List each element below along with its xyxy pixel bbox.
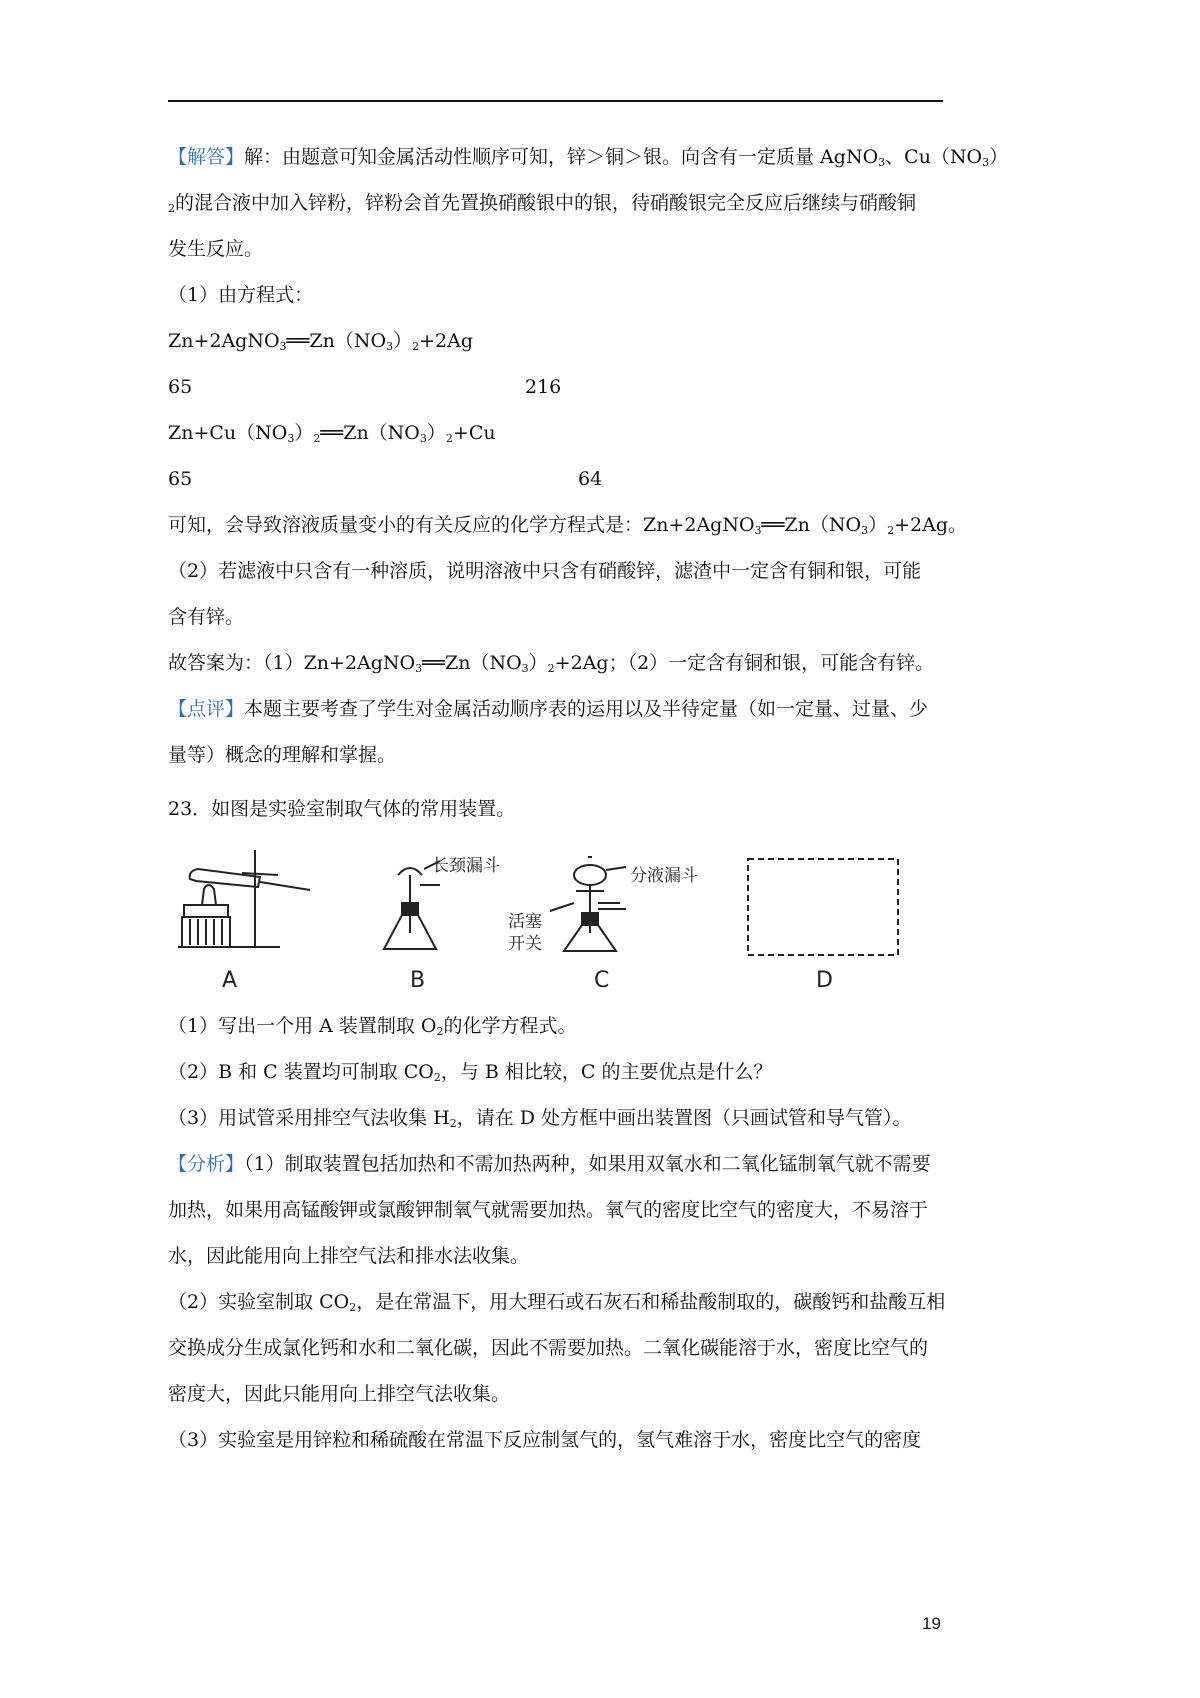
apparatus-c bbox=[550, 857, 626, 951]
text: ，与 B 相比较，C 的主要优点是什么？ bbox=[440, 1061, 773, 1083]
text: ） bbox=[868, 514, 888, 536]
subscript: 2 bbox=[436, 1025, 444, 1038]
comment-line-1 bbox=[168, 686, 948, 732]
text: Zn+Cu（NO bbox=[168, 422, 288, 444]
comment-tag: 【点评】 bbox=[168, 698, 245, 720]
analysis-line-7: （3）实验室是用锌粒和稀硫酸在常温下反应制氢气的，氢气难溶于水，密度比空气的密度 bbox=[168, 1429, 922, 1451]
step-2-line-2: 含有锌。 bbox=[168, 606, 245, 628]
label-a: A bbox=[222, 968, 238, 993]
text: ） bbox=[393, 330, 413, 352]
text: ） bbox=[989, 146, 1009, 168]
question-part-1 bbox=[168, 1003, 948, 1049]
equation-1 bbox=[168, 318, 948, 364]
stopcock-label-2: 开关 bbox=[508, 934, 542, 954]
subscript: 3 bbox=[982, 156, 990, 169]
comment-line-2: 量等）概念的理解和掌握。 bbox=[168, 744, 397, 766]
question-stem: 23．如图是实验室制取气体的常用装置。 bbox=[168, 798, 516, 820]
analysis-tag: 【分析】 bbox=[168, 1153, 245, 1175]
subscript: 2 bbox=[449, 1117, 457, 1130]
equation-2-masses bbox=[168, 456, 948, 502]
text: +2Ag。 bbox=[894, 514, 967, 536]
text: ══Zn（NO bbox=[761, 514, 862, 536]
mass-zn: 65 bbox=[168, 468, 193, 490]
stopcock-label-1: 活塞 bbox=[508, 912, 542, 932]
header-rule bbox=[168, 100, 943, 102]
mass-cu: 64 bbox=[578, 468, 603, 490]
subscript: 2 bbox=[313, 432, 321, 445]
text: ══Zn（NO bbox=[286, 330, 387, 352]
subscript: 3 bbox=[386, 340, 394, 353]
text: （2）实验室制取 CO bbox=[168, 1291, 350, 1313]
solution-line-2 bbox=[168, 180, 948, 226]
apparatus-figure bbox=[170, 845, 930, 995]
subscript: 3 bbox=[419, 432, 427, 445]
subscript: 2 bbox=[887, 524, 895, 537]
text: ） bbox=[426, 422, 446, 444]
text: 的化学方程式。 bbox=[443, 1015, 577, 1037]
text: （1）制取装置包括加热和不需加热两种，如果用双氧水和二氧化锰制氧气就不需要 bbox=[244, 1153, 931, 1175]
page-number: 19 bbox=[922, 1614, 941, 1633]
analysis-line-1 bbox=[168, 1141, 948, 1187]
text: （3）用试管采用排空气法收集 H bbox=[168, 1107, 450, 1129]
text: 本题主要考查了学生对金属活动顺序表的运用以及半待定量（如一定量、过量、少 bbox=[244, 698, 929, 720]
text: 的混合液中加入锌粉，锌粉会首先置换硝酸银中的银，待硝酸银完全反应后继续与硝酸铜 bbox=[175, 192, 917, 214]
step-2-line-1: （2）若滤液中只含有一种溶质，说明溶液中只含有硝酸锌，滤渣中一定含有铜和银，可能 bbox=[168, 560, 922, 582]
subscript: 2 bbox=[412, 340, 420, 353]
text: ） bbox=[294, 422, 314, 444]
label-d: D bbox=[816, 968, 833, 993]
apparatus-d-box bbox=[748, 859, 898, 955]
text: ，是在常温下，用大理石或石灰石和稀盐酸制取的，碳酸钙和盐酸互相 bbox=[356, 1291, 946, 1313]
apparatus-diagram bbox=[170, 845, 930, 995]
subscript: 2 bbox=[433, 1071, 441, 1084]
question-part-3 bbox=[168, 1095, 948, 1141]
subscript: 2 bbox=[445, 432, 453, 445]
text: +2Ag bbox=[419, 330, 473, 352]
text: ，请在 D 处方框中画出装置图（只画试管和导气管）。 bbox=[456, 1107, 912, 1129]
subscript: 3 bbox=[279, 340, 287, 353]
subscript: 2 bbox=[547, 662, 555, 675]
apparatus-a bbox=[178, 850, 310, 947]
subscript: 3 bbox=[521, 662, 529, 675]
subscript: 3 bbox=[878, 156, 886, 169]
subscript: 3 bbox=[861, 524, 869, 537]
text: Zn+2AgNO bbox=[168, 330, 280, 352]
analysis-line-6: 密度大，因此只能用向上排空气法收集。 bbox=[168, 1383, 511, 1405]
label-c: C bbox=[594, 968, 610, 993]
step-1-intro: （1）由方程式： bbox=[168, 284, 314, 306]
subscript: 3 bbox=[287, 432, 295, 445]
mass-ag: 216 bbox=[525, 376, 562, 398]
text: （2）B 和 C 装置均可制取 CO bbox=[168, 1061, 434, 1083]
text: 故答案为：（1）Zn+2AgNO bbox=[168, 652, 416, 674]
question-parts bbox=[168, 1003, 948, 1463]
subscript: 3 bbox=[415, 662, 423, 675]
text: （1）写出一个用 A 装置制取 O bbox=[168, 1015, 437, 1037]
text: 、Cu（NO bbox=[885, 146, 983, 168]
solution-tag: 【解答】 bbox=[168, 146, 245, 168]
question-part-2 bbox=[168, 1049, 948, 1095]
text: ） bbox=[528, 652, 548, 674]
text: ══Zn（NO bbox=[422, 652, 522, 674]
subscript: 2 bbox=[349, 1301, 357, 1314]
analysis-line-2: 加热，如果用高锰酸钾或氯酸钾制氧气就需要加热。氧气的密度比空气的密度大，不易溶于 bbox=[168, 1199, 929, 1221]
analysis-line-3: 水，因此能用向上排空气法和排水法收集。 bbox=[168, 1245, 530, 1267]
mass-zn: 65 bbox=[168, 376, 193, 398]
analysis-line-5: 交换成分生成氯化钙和水和二氧化碳，因此不需要加热。二氧化碳能溶于水，密度比空气的 bbox=[168, 1337, 929, 1359]
conclusion-line bbox=[168, 502, 967, 548]
solution-line-3: 发生反应。 bbox=[168, 238, 264, 260]
text: ══Zn（NO bbox=[320, 422, 420, 444]
text: 解：由题意可知金属活动性顺序可知，锌＞铜＞银。向含有一定质量 AgNO bbox=[244, 146, 879, 168]
equation-1-masses bbox=[168, 364, 948, 410]
sep-funnel-label: 分液漏斗 bbox=[630, 866, 698, 886]
analysis-line-4 bbox=[168, 1279, 948, 1325]
text: +Cu bbox=[452, 422, 496, 444]
solution-block bbox=[168, 134, 1009, 778]
solution-line-1 bbox=[168, 134, 1009, 180]
subscript: 2 bbox=[168, 202, 175, 215]
answer-line bbox=[168, 640, 948, 686]
equation-2 bbox=[168, 410, 948, 456]
long-funnel-label: 长颈漏斗 bbox=[432, 856, 500, 876]
text: 可知，会导致溶液质量变小的有关反应的化学方程式是：Zn+2AgNO bbox=[168, 514, 755, 536]
subscript: 3 bbox=[754, 524, 762, 537]
label-b: B bbox=[410, 968, 426, 993]
text: +2Ag；（2）一定含有铜和银，可能含有锌。 bbox=[554, 652, 935, 674]
